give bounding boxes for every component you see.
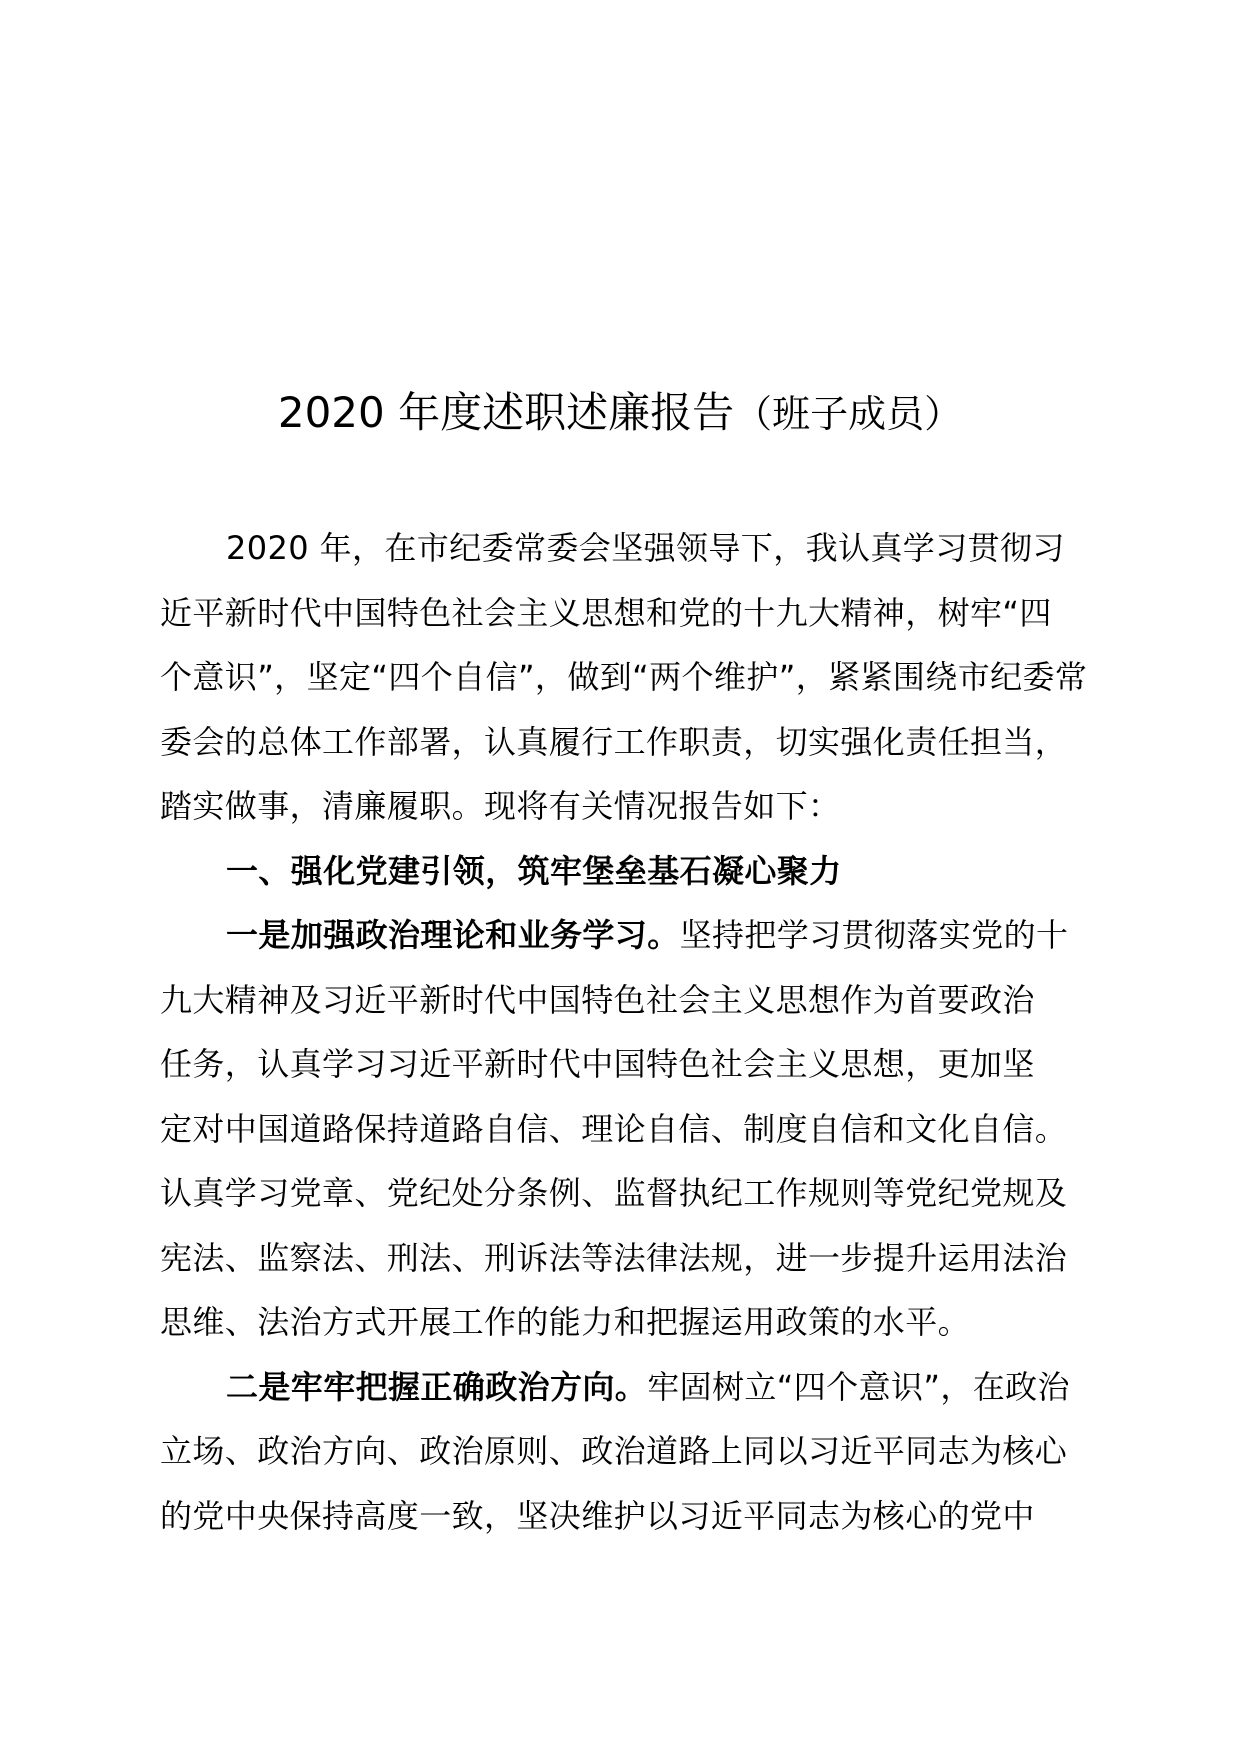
body-line: 思维、法治方式开展工作的能力和把握运用政策的水平。: [160, 1303, 971, 1341]
body-line: 委会的总体工作部署，认真履行工作职责，切实强化责任担当，: [160, 722, 1068, 761]
point-lead: 一是加强政治理论和业务学习。: [226, 916, 680, 954]
body-line: 定对中国道路保持道路自信、理论自信、制度自信和文化自信。: [160, 1109, 1068, 1148]
point-first-line: [160, 1355, 1100, 1420]
body-line: 2020 年，在市纪委常委会坚强领导下，我认真学习贯彻习: [226, 529, 1065, 567]
body-line: 个意识”，坚定“四个自信”，做到“两个维护”，紧紧围绕市纪委常: [160, 658, 1088, 696]
point-lead: 二是牢牢把握正确政治方向。: [226, 1367, 648, 1406]
body-line: 的党中央保持高度一致，坚决维护以习近平同志为核心的党中: [160, 1496, 1035, 1535]
body-line: 立场、政治方向、政治原则、政治道路上同以习近平同志为核心: [160, 1432, 1068, 1470]
section-heading: 一、强化党建引领，筑牢堡垒基石凝心聚力: [226, 851, 842, 890]
point-text: 牢固树立“四个意识”，在政治: [647, 1367, 1070, 1406]
document-title: [0, 385, 1240, 442]
body-line: 近平新时代中国特色社会主义思想和党的十九大精神，树牢“四: [160, 593, 1052, 632]
title-note: （班子成员）: [734, 392, 963, 436]
document-body: [160, 516, 1100, 1548]
body-line: 九大精神及习近平新时代中国特色社会主义思想作为首要政治: [160, 980, 1035, 1019]
body-line: 踏实做事，清廉履职。现将有关情况报告如下：: [160, 787, 841, 825]
title-main: 2020 年度述职述廉报告: [277, 388, 735, 437]
point-first-line: [160, 903, 1100, 968]
body-line: 宪法、监察法、刑法、刑诉法等法律法规，进一步提升运用法治: [160, 1238, 1068, 1277]
point-text: 坚持把学习贯彻落实党的十: [679, 916, 1069, 954]
body-line: 认真学习党章、党纪处分条例、监督执纪工作规则等党纪党规及: [160, 1174, 1068, 1212]
body-line: 任务，认真学习习近平新时代中国特色社会主义思想，更加坚: [160, 1045, 1035, 1083]
